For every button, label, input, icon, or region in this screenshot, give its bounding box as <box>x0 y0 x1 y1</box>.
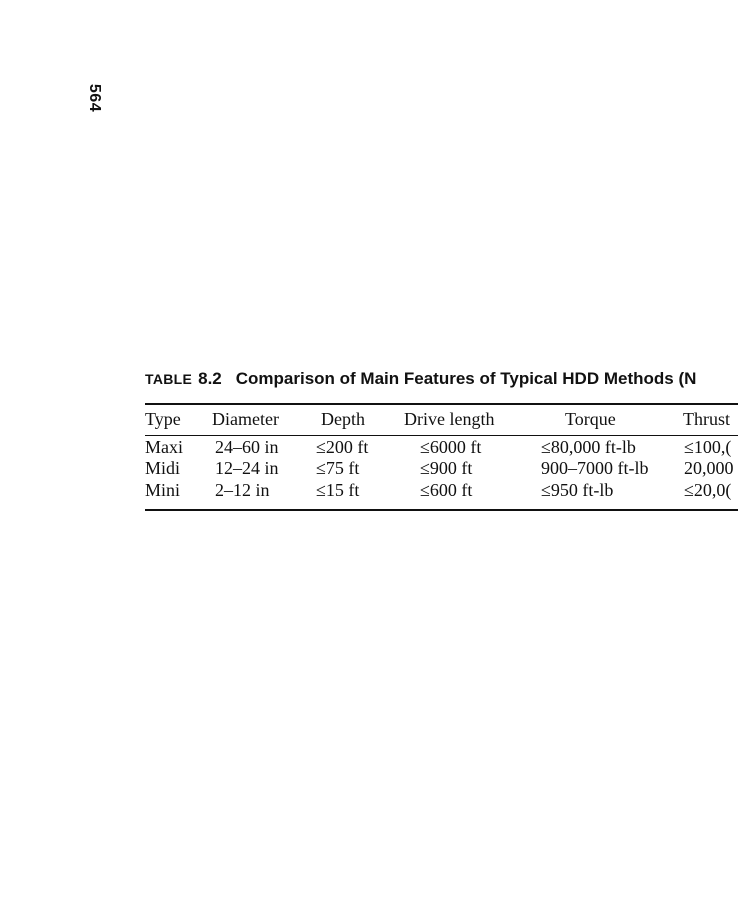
table-caption <box>145 369 696 389</box>
table-cell: ≤80,000 ft-lb <box>541 437 636 457</box>
table-cell: Mini <box>145 480 181 500</box>
column-header-diameter: Diameter <box>212 409 279 429</box>
column-header-drive-length: Drive length <box>404 409 495 429</box>
table-cell: 24–60 in <box>215 437 279 457</box>
column-header-torque: Torque <box>565 409 616 429</box>
column-header-type: Type <box>145 409 181 429</box>
table-bottom-rule <box>145 509 738 511</box>
table-title: Comparison of Main Features of Typical HDD Methods (N <box>235 369 697 388</box>
table-top-rule <box>145 403 738 405</box>
table-cell: Midi <box>145 458 181 478</box>
table-cell: ≤6000 ft <box>420 437 482 457</box>
page-number: 564 <box>86 83 103 113</box>
table-cell: ≤950 ft-lb <box>541 480 614 500</box>
table-cell: Maxi <box>145 437 183 457</box>
table-cell: ≤15 ft <box>316 480 360 500</box>
table-cell: 12–24 in <box>215 458 279 478</box>
column-header-thrust: Thrust <box>683 409 730 429</box>
column-header-depth: Depth <box>321 409 365 429</box>
table-cell: ≤900 ft <box>420 458 473 478</box>
table-header-rule <box>145 435 738 436</box>
table-number: 8.2 <box>198 369 222 388</box>
table-cell: ≤600 ft <box>420 480 473 500</box>
table-cell: ≤100,( <box>684 437 732 457</box>
table-cell: 2–12 in <box>215 480 270 500</box>
table-cell: 900–7000 ft-lb <box>541 458 649 478</box>
table-cell: 20,000 <box>684 458 734 478</box>
table-cell: ≤200 ft <box>316 437 369 457</box>
table-cell: ≤20,0( <box>684 480 732 500</box>
table-label: TABLE <box>145 371 193 387</box>
table-cell: ≤75 ft <box>316 458 360 478</box>
